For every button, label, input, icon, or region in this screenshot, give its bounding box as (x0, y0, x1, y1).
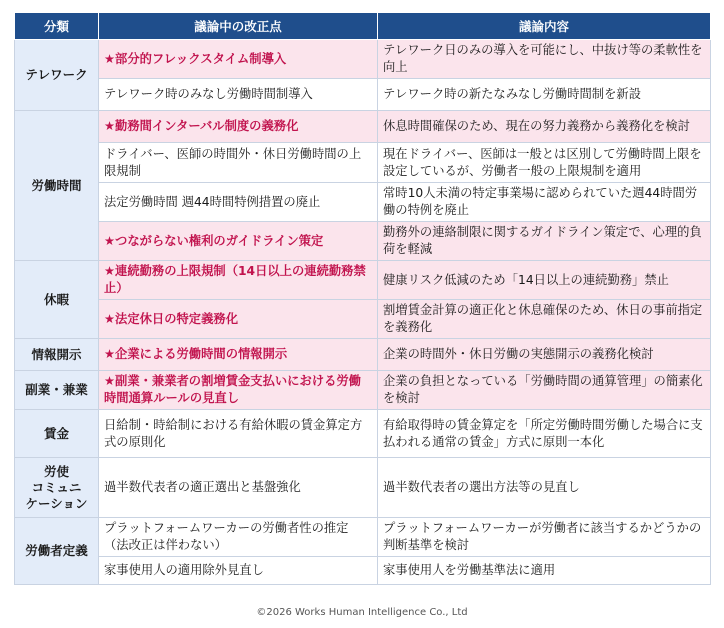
reform-item-cell: テレワーク時のみなし労働時間制導入 (99, 79, 378, 111)
discussion-cell: テレワーク時の新たなみなし労働時間制を新設 (378, 79, 711, 111)
category-cell: 休暇 (15, 261, 99, 339)
discussion-cell: 過半数代表者の選出方法等の見直し (378, 458, 711, 518)
table-row (15, 371, 711, 410)
category-cell: テレワーク (15, 40, 99, 111)
header-discussion: 議論内容 (378, 13, 711, 40)
reform-table (14, 12, 711, 585)
table-row (15, 458, 711, 518)
table-row (15, 183, 711, 222)
discussion-cell: プラットフォームワーカーが労働者に該当するかどうかの判断基準を検討 (378, 518, 711, 557)
category-cell: 副業・兼業 (15, 371, 99, 410)
table-row (15, 111, 711, 143)
copyright-footer: ©2026 Works Human Intelligence Co., Ltd (256, 607, 468, 618)
reform-item-cell: ★勤務間インターバル制度の義務化 (99, 111, 378, 143)
reform-item-cell: ★部分的フレックスタイム制導入 (99, 40, 378, 79)
discussion-cell: 休息時間確保のため、現在の努力義務から義務化を検討 (378, 111, 711, 143)
category-cell: 情報開示 (15, 339, 99, 371)
discussion-cell: 割増賃金計算の適正化と休息確保のため、休日の事前指定を義務化 (378, 300, 711, 339)
discussion-cell: テレワーク日のみの導入を可能にし、中抜け等の柔軟性を向上 (378, 40, 711, 79)
table-row (15, 339, 711, 371)
category-cell: 労使 コミュニ ケーション (15, 458, 99, 518)
discussion-cell: 勤務外の連絡制限に関するガイドライン策定で、心理的負荷を軽減 (378, 222, 711, 261)
reform-item-cell: 日給制・時給制における有給休暇の賃金算定方式の原則化 (99, 410, 378, 458)
reform-item-cell: プラットフォームワーカーの労働者性の推定（法改正は伴わない） (99, 518, 378, 557)
category-cell: 労働時間 (15, 111, 99, 261)
reform-item-cell: 法定労働時間 週44時間特例措置の廃止 (99, 183, 378, 222)
reform-item-cell: ★企業による労働時間の情報開示 (99, 339, 378, 371)
table-row (15, 300, 711, 339)
table-row (15, 261, 711, 300)
header-category: 分類 (15, 13, 99, 40)
table-row (15, 40, 711, 79)
table-row (15, 222, 711, 261)
table-body (15, 40, 711, 585)
category-cell: 賃金 (15, 410, 99, 458)
discussion-cell: 健康リスク低減のため「14日以上の連続勤務」禁止 (378, 261, 711, 300)
reform-item-cell: 過半数代表者の適正選出と基盤強化 (99, 458, 378, 518)
discussion-cell: 常時10人未満の特定事業場に認められていた週44時間労働の特例を廃止 (378, 183, 711, 222)
header-row (15, 13, 711, 40)
discussion-cell: 家事使用人を労働基準法に適用 (378, 557, 711, 585)
discussion-cell: 企業の時間外・休日労働の実態開示の義務化検討 (378, 339, 711, 371)
discussion-cell: 現在ドライバー、医師は一般とは区別して労働時間上限を設定しているが、労働者一般の上限規制を適用 (378, 143, 711, 183)
reform-item-cell: ★連続勤務の上限規制（14日以上の連続勤務禁止） (99, 261, 378, 300)
category-cell: 労働者定義 (15, 518, 99, 585)
reform-item-cell: 家事使用人の適用除外見直し (99, 557, 378, 585)
discussion-cell: 有給取得時の賃金算定を「所定労働時間労働した場合に支払われる通常の賃金」方式に原則一本化 (378, 410, 711, 458)
table-row (15, 518, 711, 557)
reform-item-cell: ★つながらない権利のガイドライン策定 (99, 222, 378, 261)
reform-item-cell: ★副業・兼業者の割増賃金支払いにおける労働時間通算ルールの見直し (99, 371, 378, 410)
header-reform-item: 議論中の改正点 (99, 13, 378, 40)
table-row (15, 557, 711, 585)
reform-item-cell: ドライバー、医師の時間外・休日労働時間の上限規制 (99, 143, 378, 183)
table-row (15, 143, 711, 183)
table-row (15, 79, 711, 111)
reform-item-cell: ★法定休日の特定義務化 (99, 300, 378, 339)
table-row (15, 410, 711, 458)
discussion-cell: 企業の負担となっている「労働時間の通算管理」の簡素化を検討 (378, 371, 711, 410)
